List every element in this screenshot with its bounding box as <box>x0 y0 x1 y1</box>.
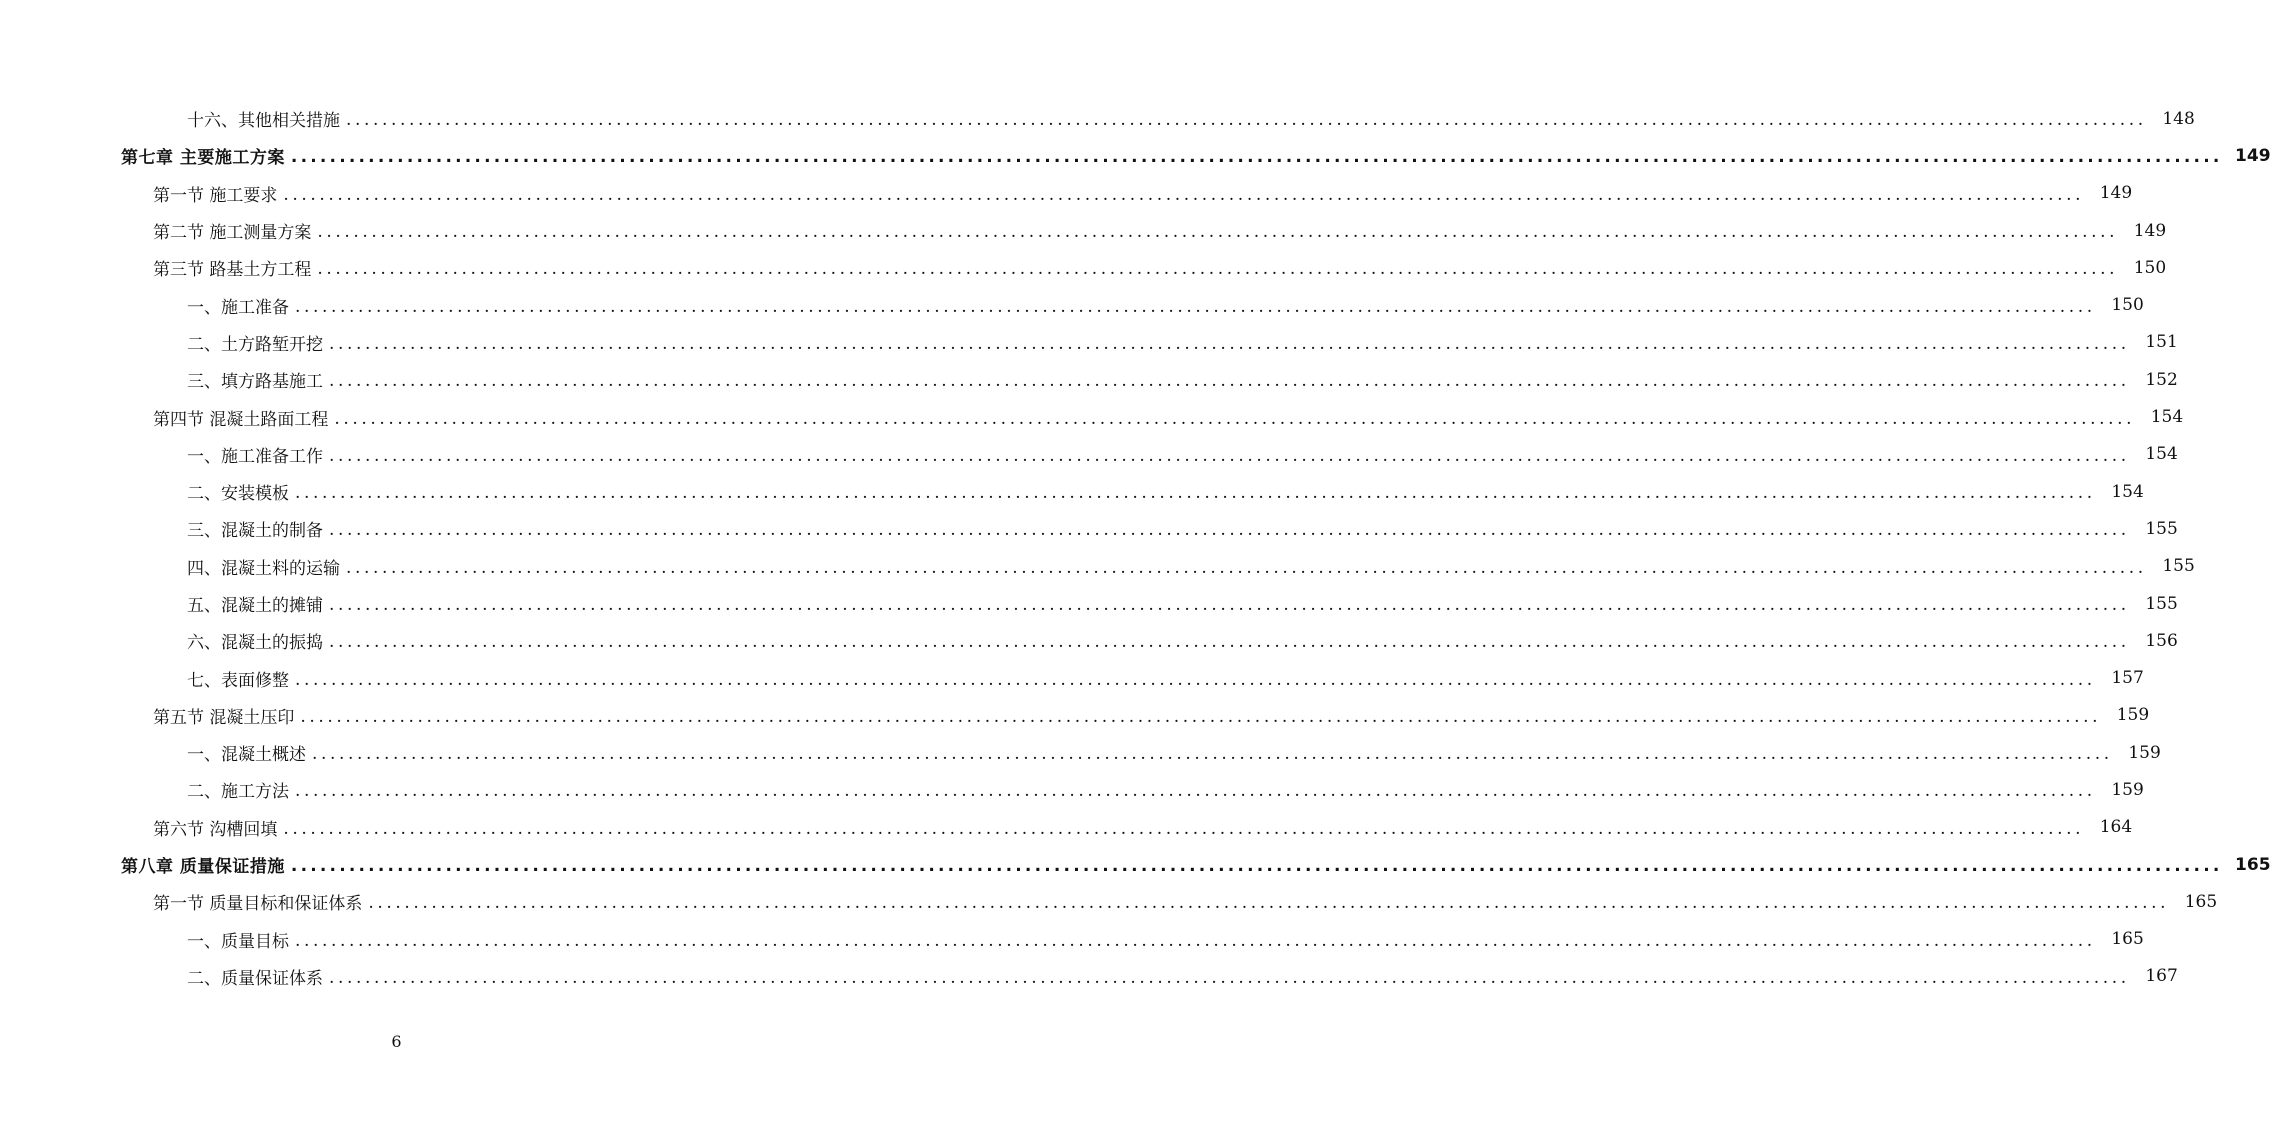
toc-row[interactable] <box>0 921 2144 958</box>
toc-entry-page: 156 <box>2145 630 2178 651</box>
toc-entry-title: 第四节 混凝土路面工程 <box>153 409 329 430</box>
toc-entry-page: 165 <box>2111 929 2144 950</box>
toc-entry-title: 一、质量目标 <box>187 931 289 952</box>
toc-entry-page: 155 <box>2145 593 2178 614</box>
toc-entry-page: 154 <box>2145 444 2178 465</box>
toc-row[interactable] <box>0 436 2178 473</box>
toc-entry-page: 167 <box>2145 966 2178 987</box>
toc-entry-title: 第一节 质量目标和保证体系 <box>153 894 363 915</box>
toc-entry-page: 149 <box>2133 220 2167 241</box>
toc-entry-page: 152 <box>2145 369 2178 390</box>
toc-row[interactable] <box>0 958 2178 995</box>
dot-leader: ........................................................................................................................................................................................................ <box>329 595 2130 615</box>
toc-row[interactable] <box>0 771 2144 808</box>
toc-row[interactable] <box>0 809 2133 846</box>
toc-entry-title: 第一节 施工要求 <box>153 185 278 206</box>
toc-entry-page: 155 <box>2145 518 2178 539</box>
dot-leader: ........................................................................................................................................................................................................ <box>312 744 2113 765</box>
dot-leader: ........................................................................................................................................................................................................ <box>300 706 2102 727</box>
dot-leader: ........................................................................................................................................................................................................ <box>295 296 2096 317</box>
toc-entry-page: 159 <box>2116 705 2150 726</box>
toc-entry-title: 第七章 主要施工方案 <box>121 148 285 169</box>
dot-leader: ........................................................................................................................................................................................................ <box>346 110 2147 131</box>
toc-row[interactable] <box>0 398 2184 435</box>
toc-entry-title: 二、土方路堑开挖 <box>187 334 323 355</box>
toc-entry-title: 七、表面修整 <box>187 670 289 691</box>
toc-entry-title: 三、填方路基施工 <box>187 372 323 393</box>
toc-entry-title: 一、施工准备工作 <box>187 446 323 467</box>
toc-entry-title: 一、混凝土概述 <box>187 745 306 766</box>
dot-leader: ........................................................................................................................................................................................................ <box>329 445 2130 466</box>
toc-row[interactable] <box>0 697 2150 734</box>
toc-entry-title: 五、混凝土的摊铺 <box>187 596 323 616</box>
toc-entry-title: 二、安装模板 <box>187 484 289 505</box>
dot-leader: ........................................................................................................................................................................................................ <box>329 333 2130 354</box>
toc-entry-title: 四、混凝土料的运输 <box>187 558 340 579</box>
toc-entry-title: 第五节 混凝土压印 <box>153 707 295 728</box>
toc-entry-page: 159 <box>2111 779 2144 800</box>
toc-entry-title: 一、施工准备 <box>187 297 289 318</box>
toc-entry-title: 第二节 施工测量方案 <box>153 223 312 244</box>
toc-entry-page: 151 <box>2145 332 2178 353</box>
toc-row[interactable] <box>0 361 2178 398</box>
dot-leader: ........................................................................................................................................................................................................ <box>329 520 2130 541</box>
page-number: 6 <box>391 1032 402 1051</box>
toc-entry-title: 十六、其他相关措施 <box>187 111 340 132</box>
toc-entry-page: 155 <box>2162 556 2195 577</box>
toc-entry-page: 149 <box>2099 183 2133 204</box>
toc-row[interactable] <box>0 585 2178 622</box>
toc-row[interactable] <box>0 622 2178 659</box>
dot-leader: ........................................................................................................................................................................................................ <box>334 408 2136 429</box>
toc-row[interactable] <box>0 548 2195 585</box>
toc-row[interactable] <box>0 473 2144 510</box>
dot-leader: ........................................................................................................................................................................................................ <box>295 483 2096 504</box>
toc-row[interactable] <box>0 212 2167 249</box>
toc-chapter-row[interactable] <box>0 137 2271 174</box>
dot-leader: ........................................................................................................................................................................................................ <box>368 893 2170 914</box>
dot-leader: ........................................................................................................................................................................................................ <box>283 184 2085 205</box>
table-of-contents <box>0 100 2271 995</box>
dot-leader: ........................................................................................................................................................................................................ <box>317 259 2119 280</box>
toc-entry-page: 149 <box>2235 145 2271 166</box>
toc-entry-title: 第八章 质量保证措施 <box>121 857 285 878</box>
dot-leader: ........................................................................................................................................................................................................ <box>295 669 2096 690</box>
dot-leader: ........................................................................................................................................................................................................ <box>329 967 2130 988</box>
toc-entry-page: 154 <box>2111 481 2144 502</box>
dot-leader: ........................................................................................................................................................................................................ <box>290 856 2223 877</box>
toc-entry-page: 165 <box>2184 891 2218 912</box>
dot-leader: ........................................................................................................................................................................................................ <box>329 371 2130 392</box>
toc-entry-page: 165 <box>2235 854 2271 875</box>
toc-row[interactable] <box>0 249 2167 286</box>
dot-leader: ........................................................................................................................................................................................................ <box>346 557 2147 578</box>
toc-entry-page: 164 <box>2099 817 2133 838</box>
toc-entry-page: 159 <box>2128 742 2161 763</box>
toc-row[interactable] <box>0 100 2195 137</box>
toc-row[interactable] <box>0 883 2218 920</box>
toc-entry-title: 六、混凝土的振捣 <box>187 633 323 654</box>
toc-entry-title: 二、施工方法 <box>187 782 289 803</box>
dot-leader: ........................................................................................................................................................................................................ <box>329 632 2130 653</box>
toc-row[interactable] <box>0 286 2144 323</box>
toc-entry-title: 第三节 路基土方工程 <box>153 260 312 281</box>
toc-row[interactable] <box>0 734 2161 771</box>
toc-entry-page: 157 <box>2111 668 2144 689</box>
toc-chapter-row[interactable] <box>0 846 2271 883</box>
toc-entry-page: 150 <box>2133 257 2167 278</box>
toc-entry-page: 148 <box>2162 108 2195 129</box>
toc-entry-page: 150 <box>2111 295 2144 316</box>
toc-row[interactable] <box>0 324 2178 361</box>
toc-row[interactable] <box>0 175 2133 212</box>
dot-leader: ........................................................................................................................................................................................................ <box>295 781 2096 802</box>
dot-leader: ........................................................................................................................................................................................................ <box>290 147 2223 168</box>
toc-entry-title: 三、混凝土的制备 <box>187 521 323 542</box>
toc-entry-title: 二、质量保证体系 <box>187 968 323 989</box>
dot-leader: ........................................................................................................................................................................................................ <box>295 930 2096 951</box>
dot-leader: ........................................................................................................................................................................................................ <box>317 222 2119 243</box>
toc-entry-page: 154 <box>2150 407 2184 428</box>
toc-row[interactable] <box>0 510 2178 547</box>
dot-leader: ........................................................................................................................................................................................................ <box>283 818 2085 839</box>
toc-row[interactable] <box>0 659 2144 696</box>
toc-entry-title: 第六节 沟槽回填 <box>153 819 278 840</box>
